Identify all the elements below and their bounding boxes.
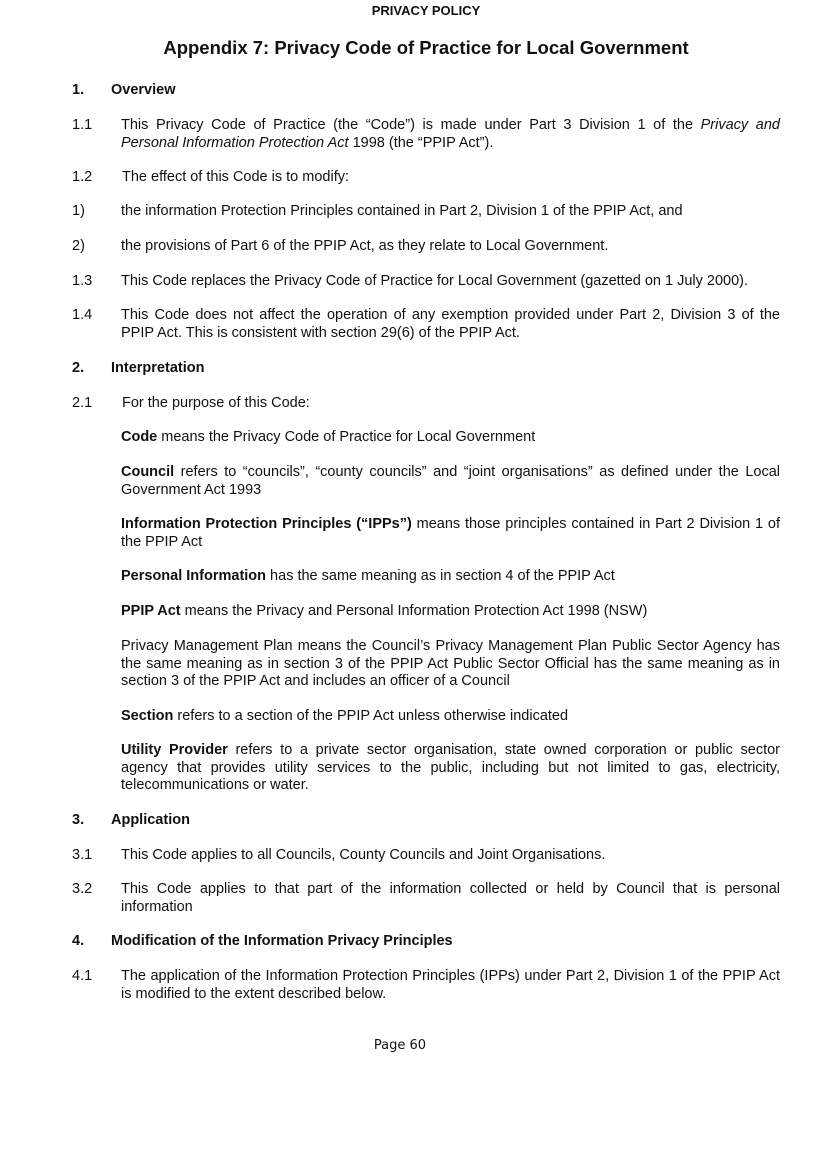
definition-text: has the same meaning as in section 4 of the PPIP Act [266,568,615,584]
clause-text: The effect of this Code is to modify: [122,169,350,185]
clause-text: The application of the Information Protection Principles (IPPs) under Part 2, Division 1 of the PPIP Act is modified to the extent described below. [121,968,780,1002]
list-number: 2) [72,238,85,254]
definition-code [121,429,780,447]
page-title: Appendix 7: Privacy Code of Practice for Local Government [163,37,689,58]
definition-text: means those principles contained in Part 2 Division 1 of the PPIP Act [121,516,780,550]
clause-number: 3.1 [72,847,93,863]
clause-number: 1.3 [72,273,93,289]
definition-utility-provider [121,742,780,795]
definition-ipps [121,516,780,551]
clause-number: 1.1 [72,117,93,133]
clause-number: 2.1 [72,395,93,411]
definition-text: refers to “councils”, “county councils” and “joint organisations” as defined under the Local Government Act 1993 [121,464,780,498]
definition-ppip-act [121,603,780,621]
clause-number: 1.4 [72,307,93,323]
clause-text: This Code applies to all Councils, County Councils and Joint Organisations. [121,847,606,863]
clause-text: This Code applies to that part of the information collected or held by Council that is personal information [121,881,780,915]
list-text: the provisions of Part 6 of the PPIP Act, as they relate to Local Government. [121,238,609,254]
clause-text [121,117,780,152]
clause-text: For the purpose of this Code: [122,395,310,411]
definition-term: Information Protection Principles (“IPPs”) [121,516,412,532]
act-name-italic: Privacy and Personal Information Protection Act [121,117,780,151]
definition-term: Section [121,708,174,724]
clause-text: This Code does not affect the operation of any exemption provided under Part 2, Division 3 of the PPIP Act. This is consistent with section 29(6) of the PPIP Act. [121,307,780,341]
definition-section [121,708,780,726]
definition-privacy-management-plan: Privacy Management Plan means the Council’s Privacy Management Plan Public Sector Agency has the same meaning as in section 3 of the PPIP Act Public Sector Official has the same meaning as in section 3 of the PPIP Act and includes an officer of a Council [121,638,780,689]
definition-term: PPIP Act [121,603,181,619]
definition-term: Council [121,464,175,480]
section-number: 1. [72,82,85,98]
clause-number: 1.2 [72,169,93,185]
running-header: PRIVACY POLICY [371,3,481,18]
definition-council [121,464,780,499]
definition-term: Personal Information [121,568,267,584]
clause-text-part: 1998 (the “PPIP Act”). [348,134,494,151]
clause-number: 4.1 [72,968,93,984]
definition-term: Utility Provider [121,742,228,758]
clause-text-part: This Privacy Code of Practice (the “Code”) is made under Part 3 Division 1 of the [121,117,701,133]
list-text: the information Protection Principles contained in Part 2, Division 1 of the PPIP Act, and [121,203,683,219]
definition-personal-information [121,568,780,586]
section-title: Overview [111,82,176,98]
section-title: Application [111,812,190,828]
list-number: 1) [72,203,85,219]
clause-number: 3.2 [72,881,93,897]
section-number: 2. [72,360,85,376]
section-title: Modification of the Information Privacy Principles [111,933,453,949]
definition-text: means the Privacy Code of Practice for Local Government [157,429,536,445]
section-number: 4. [72,933,85,949]
section-number: 3. [72,812,85,828]
definition-text: refers to a private sector organisation, state owned corporation or public sector agency that provides utility services to the public, including but not limited to gas, electricity, telecommunications or water. [121,742,780,793]
definition-term: Code [121,429,158,445]
page-number: Page 60 [373,1038,427,1053]
definition-text: refers to a section of the PPIP Act unless otherwise indicated [173,708,569,724]
clause-text: This Code replaces the Privacy Code of Practice for Local Government (gazetted on 1 July 2000). [121,273,749,289]
section-title: Interpretation [111,360,205,376]
definition-text: means the Privacy and Personal Information Protection Act 1998 (NSW) [180,603,648,619]
